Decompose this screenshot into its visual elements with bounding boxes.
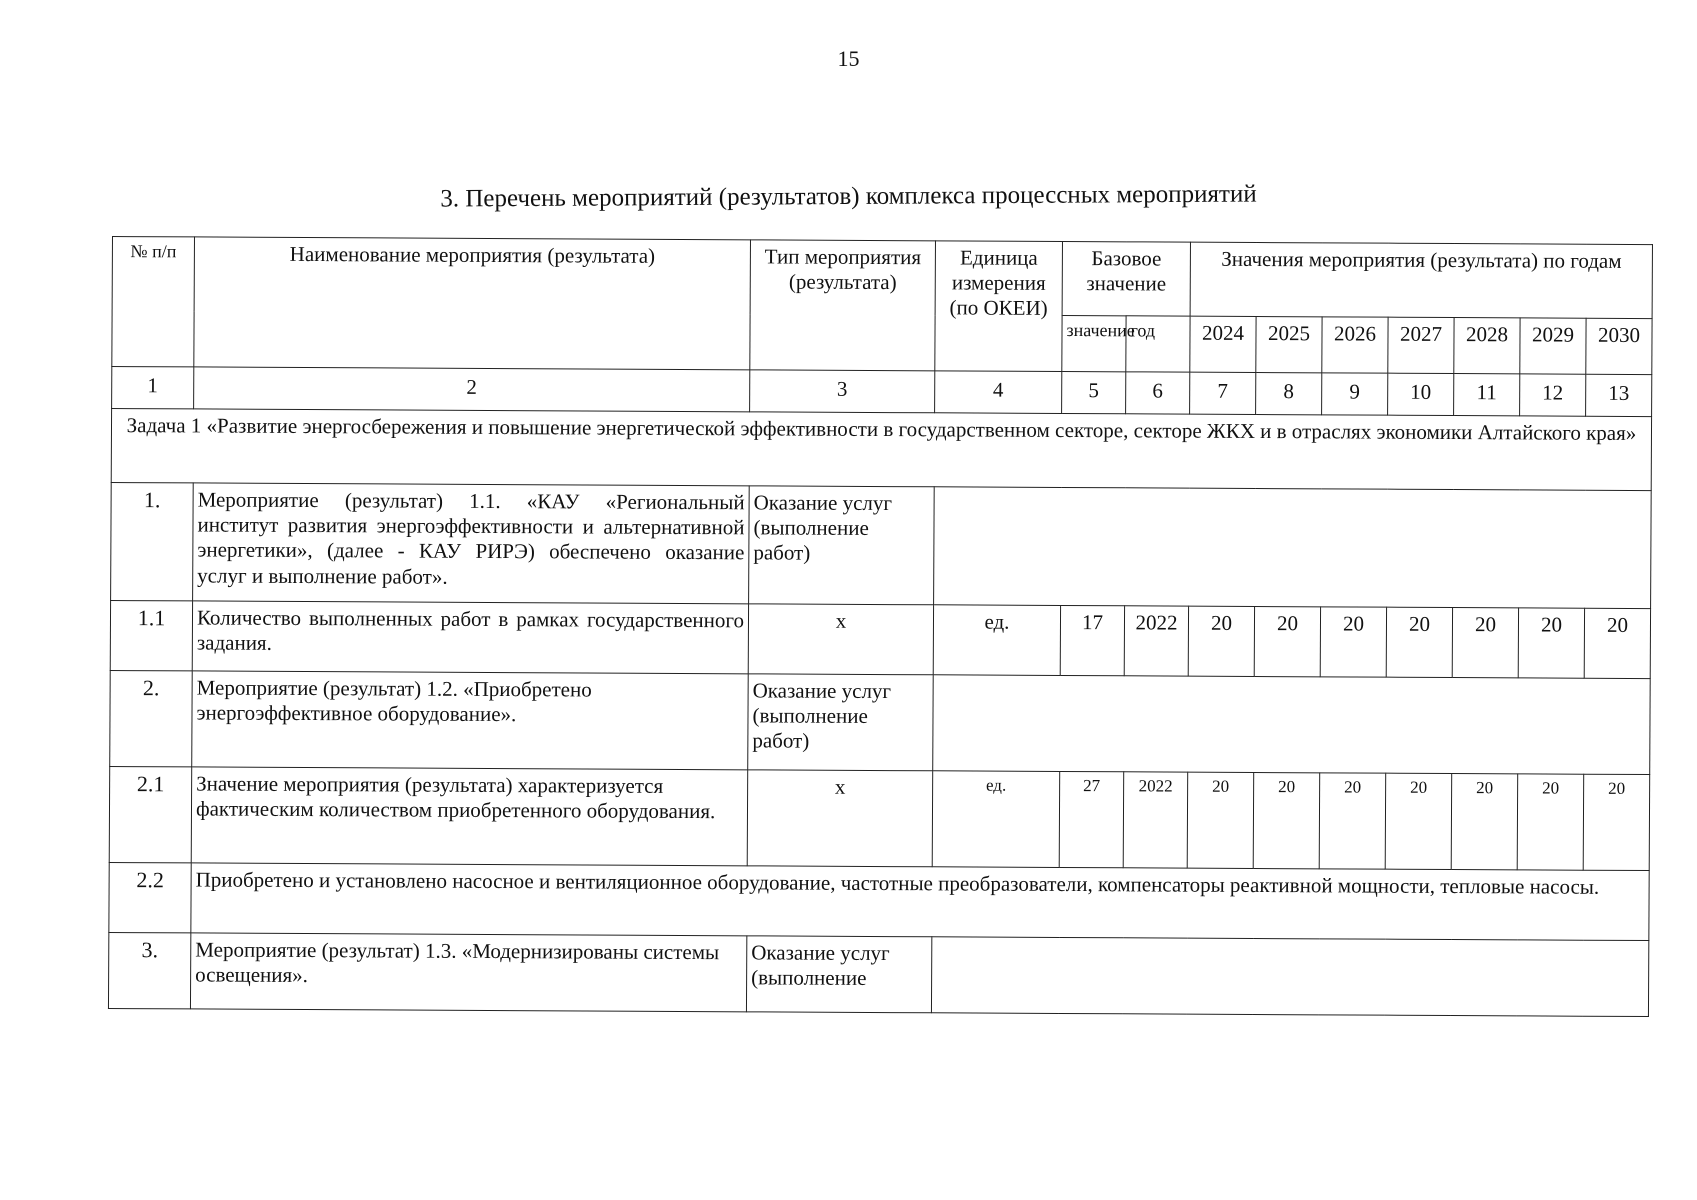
- header-year-2024: 2024: [1190, 316, 1256, 372]
- row-number: 2.1: [109, 766, 192, 862]
- measure-name: Мероприятие (результат) 1.2. «Приобретено энергоэффективное оборудование».: [192, 671, 748, 770]
- measure-name: Значение мероприятия (результата) характеризуется фактическим количеством приобретенного оборудования.: [191, 767, 747, 866]
- row-number: 3.: [108, 932, 190, 1008]
- measure-name: Количество выполненных работ в рамках государственного задания.: [192, 601, 748, 674]
- value-2030: 20: [1584, 608, 1650, 678]
- header-year-2025: 2025: [1256, 316, 1322, 372]
- header-name: Наименование мероприятия (результата): [194, 237, 751, 370]
- measure-unit: ед.: [932, 771, 1060, 868]
- value-2024: 20: [1188, 606, 1254, 676]
- column-number: 10: [1388, 373, 1454, 415]
- table-row: [108, 932, 1648, 1016]
- value-2027: 20: [1386, 607, 1452, 677]
- column-number: 6: [1126, 372, 1190, 414]
- column-number: 3: [750, 370, 935, 413]
- measure-type: Оказание услуг (выполнение: [746, 936, 931, 1013]
- base-year: 2022: [1123, 772, 1188, 868]
- measures-table: [108, 236, 1653, 1017]
- task-row: [111, 409, 1651, 491]
- column-number: 8: [1256, 372, 1322, 414]
- measure-name: Мероприятие (результат) 1.1. «КАУ «Региональный институт развития энергоэффективности и альтернативной энергетики», (далее - КАУ РИРЭ) обеспечено оказание услуг и выполнение работ».: [193, 483, 750, 604]
- empty-values: [934, 487, 1652, 609]
- table-row: [110, 670, 1651, 774]
- header-year-2026: 2026: [1322, 317, 1388, 373]
- header-base: Базовое значение: [1062, 241, 1190, 316]
- header-year-2030: 2030: [1586, 318, 1652, 374]
- column-number: 9: [1322, 373, 1388, 415]
- empty-values: [931, 937, 1648, 1017]
- row-number: 2.: [110, 670, 193, 766]
- value-2024: 20: [1187, 772, 1254, 868]
- measure-type: x: [748, 604, 933, 675]
- column-number: 5: [1062, 371, 1126, 413]
- header-type: Тип мероприятия (результата): [750, 240, 936, 371]
- value-2028: 20: [1451, 774, 1518, 870]
- value-2027: 20: [1385, 773, 1452, 869]
- row-number: 1.: [111, 482, 194, 600]
- header-year-2029: 2029: [1520, 318, 1586, 374]
- value-2029: 20: [1517, 774, 1584, 870]
- header-unit: Единица измерения (по ОКЕИ): [935, 241, 1063, 372]
- header-values: Значения мероприятия (результата) по годам: [1190, 242, 1652, 318]
- base-value: 27: [1059, 771, 1124, 867]
- table-row: [111, 482, 1652, 608]
- empty-values: [933, 675, 1651, 775]
- column-number: 12: [1520, 374, 1586, 416]
- column-number: 7: [1190, 372, 1256, 414]
- value-2026: 20: [1320, 607, 1386, 677]
- header-base-year: год: [1126, 316, 1190, 372]
- table-row: [110, 600, 1650, 678]
- row-number: 1.1: [110, 600, 192, 670]
- table-row: [109, 862, 1649, 940]
- column-number: 4: [935, 371, 1062, 414]
- document-title: 3. Перечень мероприятий (результатов) комплекса процессных мероприятий: [440, 180, 1257, 213]
- value-2026: 20: [1319, 773, 1386, 869]
- column-number: 11: [1454, 374, 1520, 416]
- value-2025: 20: [1254, 606, 1320, 676]
- value-2028: 20: [1452, 608, 1518, 678]
- header-base-value: значение: [1062, 315, 1126, 371]
- value-2030: 20: [1583, 774, 1650, 870]
- column-number: 2: [194, 367, 750, 412]
- page-number: 15: [837, 46, 860, 71]
- value-2025: 20: [1253, 772, 1320, 868]
- measure-name: Мероприятие (результат) 1.3. «Модернизированы системы освещения».: [190, 933, 746, 1012]
- measure-type: Оказание услуг (выполнение работ): [749, 486, 935, 605]
- header-no: № п/п: [112, 237, 195, 367]
- column-number: 13: [1586, 374, 1652, 416]
- measure-name: Приобретено и установлено насосное и вентиляционное оборудование, частотные преобразователи, компенсаторы реактивной мощности, тепловые насосы.: [191, 863, 1649, 941]
- measure-type: Оказание услуг (выполнение работ): [748, 674, 934, 771]
- table-container: [108, 236, 1653, 1017]
- value-2029: 20: [1518, 608, 1584, 678]
- header-row: [112, 237, 1652, 319]
- header-year-2028: 2028: [1454, 318, 1520, 374]
- measure-unit: ед.: [933, 605, 1060, 676]
- measure-type: x: [747, 770, 933, 867]
- row-number: 2.2: [109, 862, 191, 932]
- task-title: Задача 1 «Развитие энергосбережения и повышение энергетической эффективности в государственном секторе, секторе ЖКХ и в отраслях экономики Алтайского края»: [111, 409, 1651, 491]
- table-row: [109, 766, 1650, 870]
- base-year: 2022: [1124, 606, 1188, 676]
- header-year-2027: 2027: [1388, 317, 1454, 373]
- column-number: 1: [112, 367, 194, 409]
- base-value: 17: [1060, 605, 1124, 675]
